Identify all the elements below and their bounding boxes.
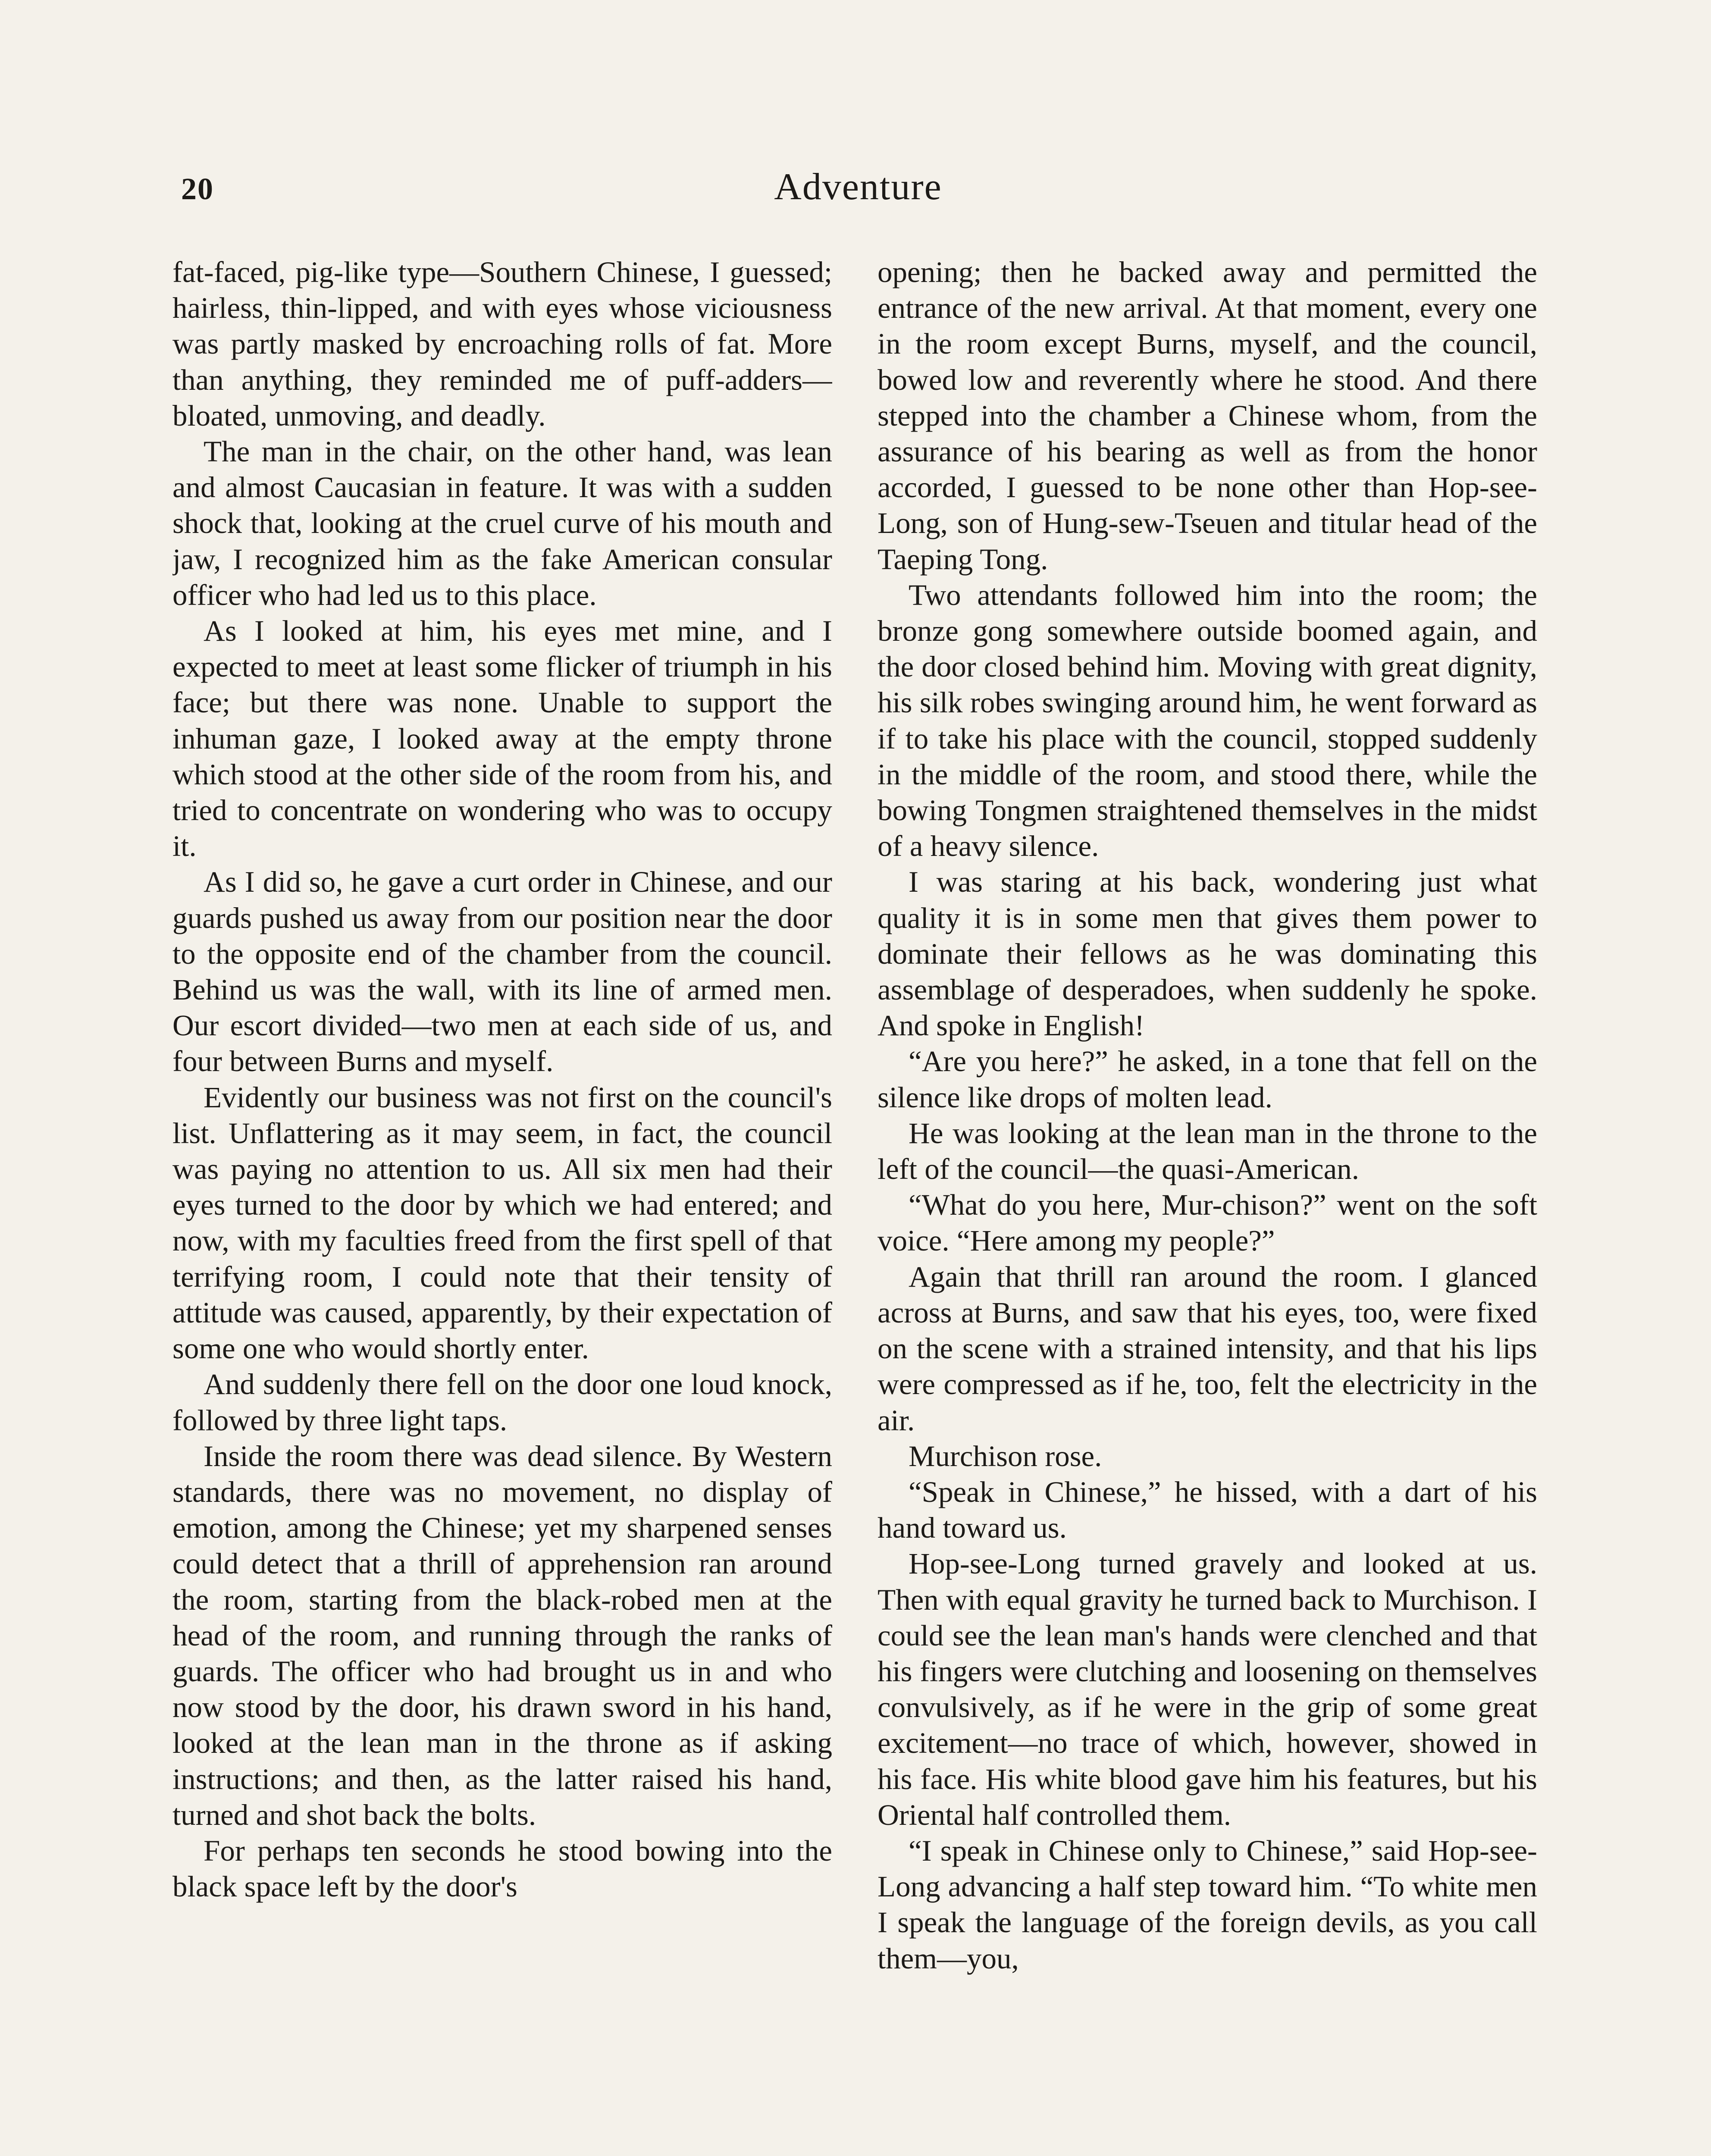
right-column	[877, 254, 1537, 2156]
left-column	[172, 254, 832, 2156]
paragraph: Evidently our business was not first on the council's list. Unflattering as it may seem, in fact, the council was paying no attention to us. All six men had their eyes turned to the door by which we had entered; and now, with my faculties freed from the first spell of that terrifying room, I could note that their tensity of attitude was caused, apparently, by their expectation of some one who would shortly enter.	[172, 1081, 832, 1365]
paragraph: The man in the chair, on the other hand, was lean and almost Caucasian in feature. It was with a sudden shock that, looking at the cruel curve of his mouth and jaw, I recognized him as the fake American consular officer who had led us to this place.	[172, 435, 832, 611]
paragraph: As I looked at him, his eyes met mine, and I expected to meet at least some flicker of triumph in his face; but there was none. Unable to support the inhuman gaze, I looked away at the empty throne which stood at the other side of the room from his, and tried to concentrate on wondering who was to occupy it.	[172, 614, 832, 863]
paragraph: “I speak in Chinese only to Chinese,” said Hop-see-Long advancing a half step toward him. “To white men I speak the language of the foreign devils, as you call them—you,	[877, 1834, 1537, 1975]
running-title: Adventure	[774, 166, 942, 208]
paragraph: Hop-see-Long turned gravely and looked at us. Then with equal gravity he turned back to Murchison. I could see the lean man's hands were clenched and that his fingers were clutching and loosening on themselves convulsively, as if he were in the grip of some great excitement—no trace of which, however, showed in his face. His white blood gave him his features, but his Oriental half controlled them.	[877, 1547, 1537, 1831]
paragraph: And suddenly there fell on the door one loud knock, followed by three light taps.	[172, 1368, 832, 1437]
text-columns	[172, 254, 1544, 2156]
page-number: 20	[181, 172, 214, 206]
paragraph: He was looking at the lean man in the throne to the left of the council—the quasi-American.	[877, 1116, 1537, 1186]
paragraph: As I did so, he gave a curt order in Chinese, and our guards pushed us away from our position near the door to the opposite end of the chamber from the council. Behind us was the wall, with its line of armed men. Our escort divided—two men at each side of us, and four between Burns and myself.	[172, 865, 832, 1078]
paragraph: “Are you here?” he asked, in a tone that fell on the silence like drops of molten lead.	[877, 1045, 1537, 1114]
page-header	[172, 160, 1544, 221]
paragraph: opening; then he backed away and permitted the entrance of the new arrival. At that moment, every one in the room except Burns, myself, and the council, bowed low and reverently where he stood. And there stepped into the chamber a Chinese whom, from the assurance of his bearing as well as from the honor accorded, I guessed to be none other than Hop-see-Long, son of Hung-sew-Tseuen and titular head of the Taeping Tong.	[877, 256, 1537, 576]
paragraph: Inside the room there was dead silence. By Western standards, there was no movement, no display of emotion, among the Chinese; yet my sharpened senses could detect that a thrill of apprehension ran around the room, starting from the black-robed men at the head of the room, and running through the ranks of guards. The officer who had brought us in and who now stood by the door, his drawn sword in his hand, looked at the lean man in the throne as if asking instructions; and then, as the latter raised his hand, turned and shot back the bolts.	[172, 1439, 832, 1831]
paragraph: “What do you here, Mur-chison?” went on the soft voice. “Here among my people?”	[877, 1188, 1537, 1257]
paragraph: For perhaps ten seconds he stood bowing into the black space left by the door's	[172, 1834, 832, 1903]
paragraph: Murchison rose.	[909, 1439, 1102, 1473]
paragraph: “Speak in Chinese,” he hissed, with a dart of his hand toward us.	[877, 1475, 1537, 1545]
paragraph: fat-faced, pig-like type—Southern Chinese, I guessed; hairless, thin-lipped, and with eyes whose viciousness was partly masked by encroaching rolls of fat. More than anything, they reminded me of puff-adders—bloated, unmoving, and deadly.	[172, 256, 832, 432]
paragraph: I was staring at his back, wondering just what quality it is in some men that gives them power to dominate their fellows as he was dominating this assemblage of desperadoes, when suddenly he spoke. And spoke in English!	[877, 865, 1537, 1042]
paragraph: Again that thrill ran around the room. I glanced across at Burns, and saw that his eyes, too, were fixed on the scene with a strained intensity, and that his lips were compressed as if he, too, felt the electricity in the air.	[877, 1260, 1537, 1437]
paragraph: Two attendants followed him into the room; the bronze gong somewhere outside boomed again, and the door closed behind him. Moving with great dignity, his silk robes swinging around him, he went forward as if to take his place with the council, stopped suddenly in the middle of the room, and stood there, while the bowing Tongmen straightened themselves in the midst of a heavy silence.	[877, 578, 1537, 863]
